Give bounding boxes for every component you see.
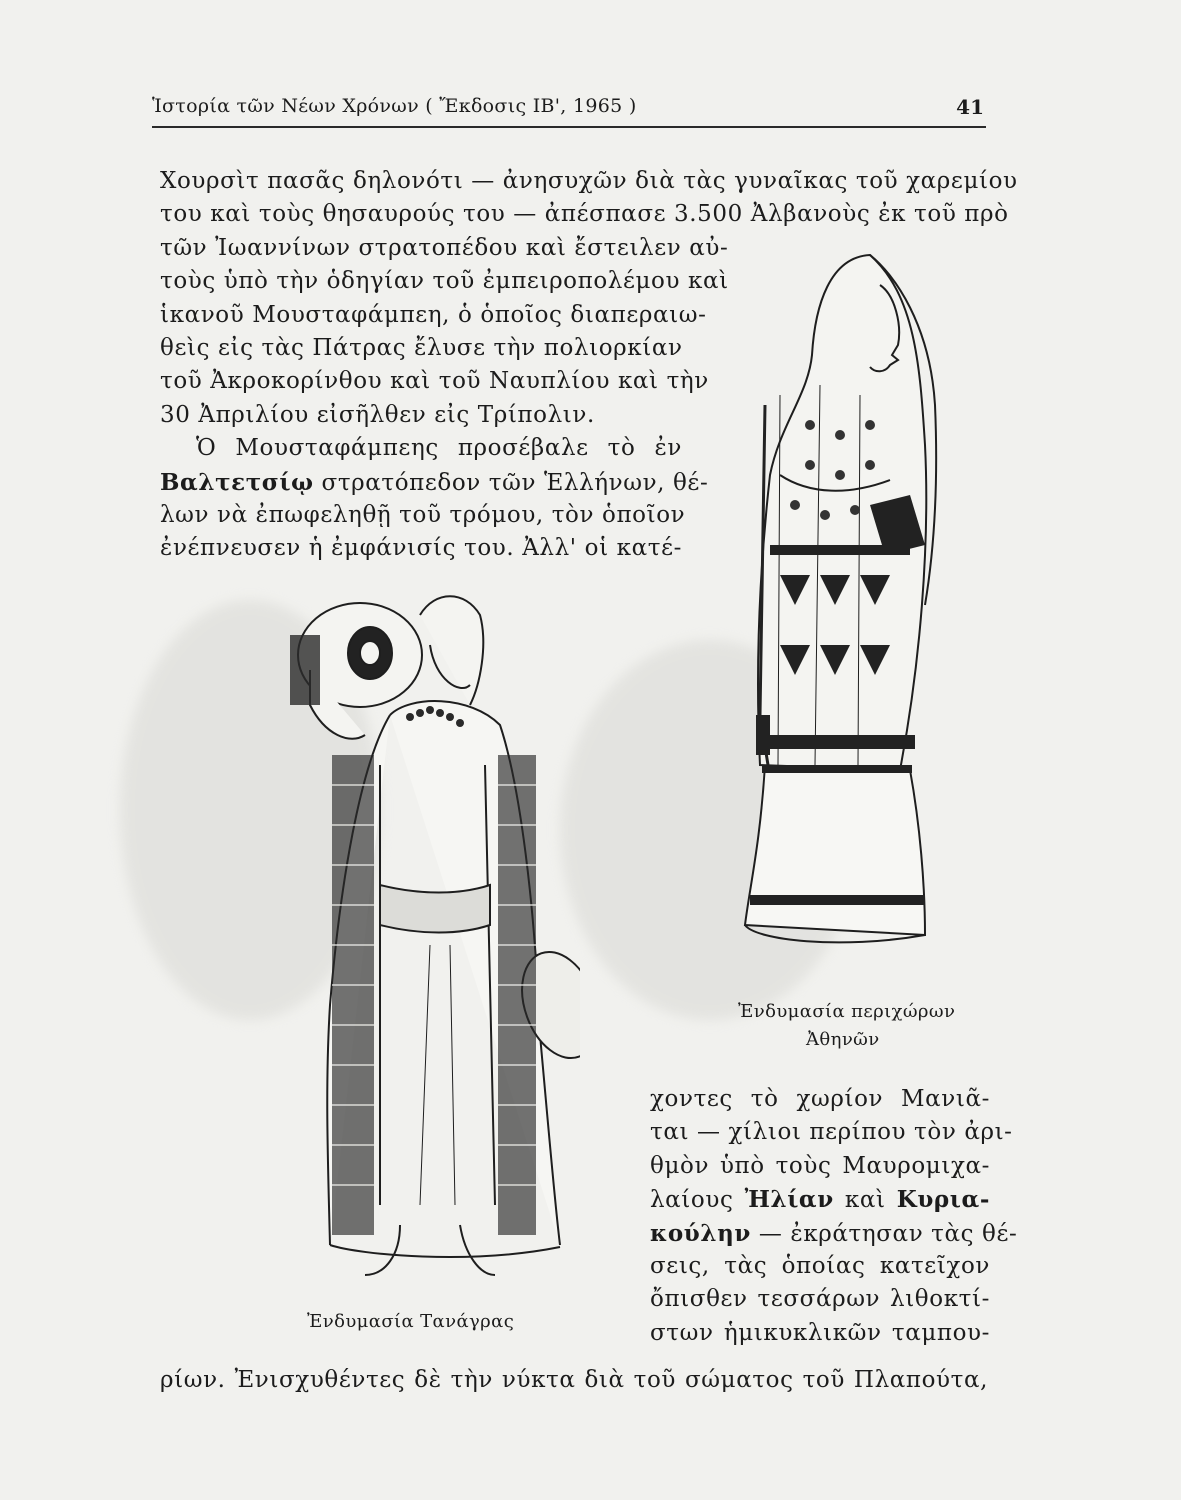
- text-line: Χουρσὶτ πασᾶς δηλονότι — ἀνησυχῶν διὰ τὰς γυναῖκας τοῦ χαρεμίου: [160, 168, 1018, 194]
- text-line: [650, 1183, 990, 1216]
- bold-name-kyriakoulis-cont: κούλην: [650, 1219, 751, 1247]
- text-line: ρίων. Ἐνισχυθέντες δὲ τὴν νύκτα διὰ τοῦ σώματος τοῦ Πλαπούτα,: [160, 1367, 988, 1393]
- text-line: χοντες τὸ χωρίον Μανιᾶ-: [650, 1086, 990, 1112]
- athens-costume-illustration: [720, 245, 960, 985]
- text-span: — ἐκράτησαν τὰς θέ-: [758, 1220, 1018, 1247]
- page-number: 41: [956, 95, 984, 119]
- text-line: θμὸν ὑπὸ τοὺς Μαυρομιχα-: [650, 1152, 990, 1179]
- caption-line: Ἀθηνῶν: [806, 1029, 880, 1050]
- text-line: 30 Ἀπριλίου εἰσῆλθεν εἰς Τρίπολιν.: [160, 401, 595, 428]
- text-line: Ὁ Μουσταφάμπεης προσέβαλε τὸ ἐν: [196, 435, 682, 462]
- text-span: στρατόπεδον τῶν Ἑλλήνων, θέ-: [321, 469, 709, 496]
- text-line: [160, 466, 709, 499]
- text-line: λων νὰ ἐπωφεληθῇ τοῦ τρόμου, τὸν ὁποῖον: [160, 501, 686, 528]
- tanagra-caption: Ἐνδυμασία Τανάγρας: [307, 1311, 515, 1332]
- text-span: λαίους: [650, 1187, 734, 1214]
- text-line: [650, 1217, 1018, 1250]
- text-line: τοῦ Ἀκροκορίνθου καὶ τοῦ Ναυπλίου καὶ τὴν: [160, 368, 709, 395]
- text-line: ἐνέπνευσεν ἡ ἐμφάνισίς του. Ἀλλ' οἱ κατέ-: [160, 535, 682, 562]
- page-header: [152, 95, 984, 129]
- text-line: τοὺς ὑπὸ τὴν ὁδηγίαν τοῦ ἐμπειροπολέμου καὶ: [160, 268, 729, 295]
- text-line: του καὶ τοὺς θησαυρούς του — ἀπέσπασε 3.500 Ἀλβανοὺς ἐκ τοῦ πρὸ: [160, 201, 1009, 228]
- bold-name-ilias: Ἠλίαν: [744, 1186, 834, 1214]
- tanagra-costume-illustration: [270, 585, 580, 1285]
- text-line: στων ἡμικυκλικῶν ταμπου-: [650, 1319, 990, 1346]
- body-text-right: [650, 1083, 1018, 1350]
- text-line: σεις, τὰς ὁποίας κατεῖχον: [650, 1252, 990, 1279]
- text-line: θεὶς εἰς τὰς Πάτρας ἔλυσε τὴν πολιορκίαν: [160, 334, 683, 361]
- caption-line: Ἐνδυμασία περιχώρων: [738, 1001, 956, 1022]
- running-title: Ἱστορία τῶν Νέων Χρόνων ( Ἔκδοσις ΙΒ', 1965 ): [152, 95, 637, 117]
- bold-place-name: Βαλτετσίῳ: [160, 468, 314, 496]
- text-line: ὄπισθεν τεσσάρων λιθοκτί-: [650, 1286, 990, 1313]
- text-line: τῶν Ἰωαννίνων στρατοπέδου καὶ ἔστειλεν αὐ-: [160, 234, 729, 261]
- header-rule: [152, 126, 986, 128]
- text-span: καὶ: [844, 1187, 886, 1214]
- text-line: ται — χίλιοι περίπου τὸν ἀρι-: [650, 1119, 1013, 1146]
- bold-name-kyriakoulis: Κυρια-: [896, 1186, 990, 1214]
- text-line: ἱκανοῦ Μουσταφάμπεη, ὁ ὁποῖος διαπεραιω-: [160, 301, 707, 328]
- athens-caption: [738, 998, 988, 1054]
